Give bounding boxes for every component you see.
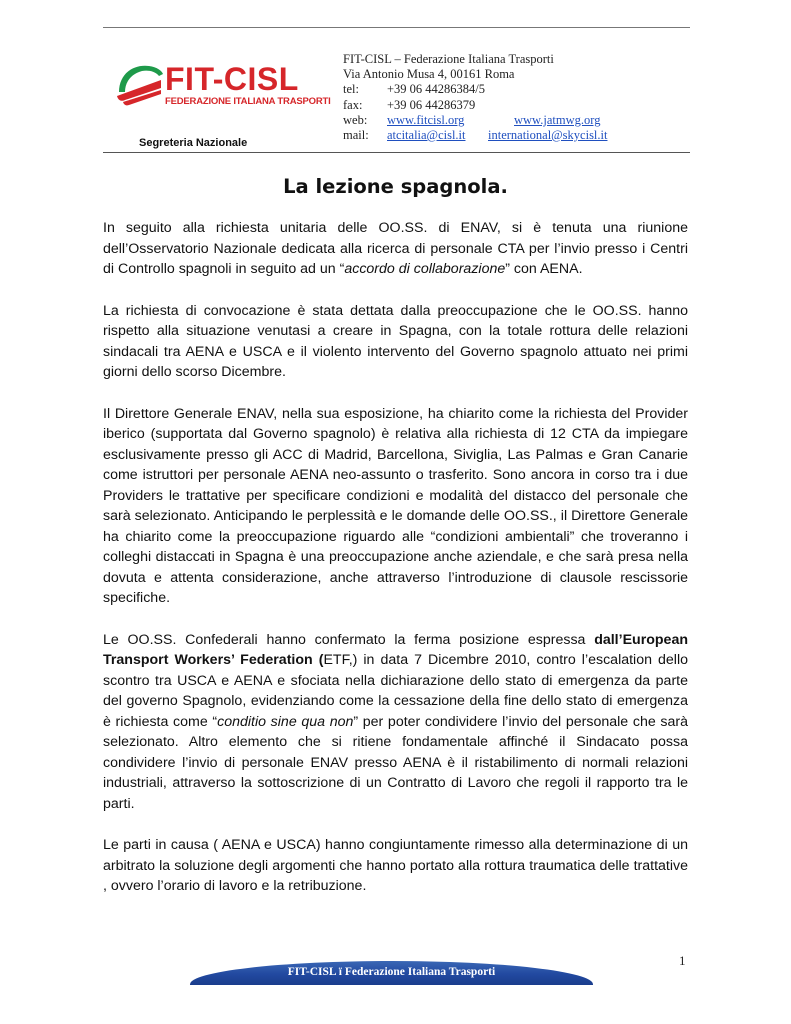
- header-top-rule: [103, 27, 690, 28]
- p1-text-b: ” con AENA.: [505, 261, 583, 277]
- contact-fax-row: [343, 98, 693, 113]
- contact-mail-row: [343, 128, 693, 143]
- paragraph-1: [103, 218, 688, 280]
- paragraph-3: Il Direttore Generale ENAV, nella sua esposizione, ha chiarito come la richiesta del Provider iberico (supportata dal Governo spagnolo) è relativa alla richiesta di 12 CTA da impiegare esclusivamente presso gli ACC di Madrid, Barcellona, Siviglia, Las Palmas e Gran Canarie come istruttori per personale AENA neo-assunto o trasferito. Sono ancora in corso tra i due Providers le trattative per specificare condizioni e modalità del distacco del personale che sarà selezionato. Anticipando le perplessità e le domande delle OO.SS., il Direttore Generale ha chiarito come la preoccupazione riguardo alle “condizioni ambientali” che troveranno i colleghi distaccati in Spagna è una preoccupazione anche aziendale, e che sarà presa nella dovuta e attenta considerazione, anche attraverso l’introduzione di clausole rescissorie specifiche.: [103, 405, 688, 606]
- contact-web-row: [343, 113, 693, 128]
- tel-label: tel:: [343, 82, 359, 97]
- contact-address: Via Antonio Musa 4, 00161 Roma: [343, 67, 515, 82]
- footer-text: FIT-CISL ï Federazione Italiana Trasporti: [287, 966, 496, 978]
- tel-value: +39 06 44286384/5: [387, 82, 486, 97]
- fax-label: fax:: [343, 97, 363, 112]
- contact-org: FIT-CISL – Federazione Italiana Trasporti: [343, 52, 554, 66]
- p4-emphasis: conditio sine qua non: [217, 713, 354, 730]
- p1-text-a: In seguito alla richiesta unitaria delle OO.SS. di ENAV, si è tenuta una riunione dell’Osservatorio Nazionale dedicata alla ricerca di personale CTA per l’invio presso i Centri di Controllo spagnoli in seguito ad un “: [103, 220, 688, 277]
- page-number: 1: [679, 953, 686, 968]
- logo-emblem-icon: [115, 62, 165, 110]
- document-body: [103, 218, 688, 918]
- paragraph-5: Le parti in causa ( AENA e USCA) hanno congiuntamente rimesso alla determinazione di un arbitrato la soluzione degli argomenti che hanno portato alla rottura traumatica delle trattative , ovvero l’orario di lavoro e la retribuzione.: [103, 837, 688, 894]
- paragraph-4: [103, 630, 688, 815]
- p4-text-b: ETF,) in data 7 Dicembre 2010, contro l’escalation dello scontro tra USCA e AENA e sfociata nella dichiarazione dello stato di emergenza da parte del governo Spagnolo, evidenziando come la cessazione della fine dello stato di emergenza è richiesta come “: [103, 652, 688, 730]
- fitcisl-link[interactable]: www.fitcisl.org: [387, 112, 465, 127]
- fit-cisl-logo: [115, 61, 331, 112]
- paragraph-2: La richiesta di convocazione è stata dettata dalla preoccupazione che le OO.SS. hanno rispetto alla situazione venutasi a creare in Spagna, con la totale rottura delle relazioni sindacali tra AENA e USCA e il violento intervento del Governo spagnolo attuato nei primi giorni dello scorso Dicembre.: [103, 302, 688, 380]
- contact-block: [343, 52, 693, 143]
- fax-value: +39 06 44286379: [387, 97, 476, 112]
- web-label: web:: [343, 112, 368, 127]
- mail-label: mail:: [343, 127, 369, 142]
- logo-subtitle: FEDERAZIONE ITALIANA TRASPORTI: [165, 96, 331, 107]
- p1-emphasis: accordo di collaborazione: [344, 261, 506, 277]
- p4-bold: dall’European Transport Workers’ Federation (: [103, 631, 688, 668]
- international-mail-link[interactable]: international@skycisl.it: [488, 127, 608, 142]
- jatmwg-link[interactable]: www.jatmwg.org: [514, 112, 601, 127]
- document-title: La lezione spagnola.: [283, 175, 508, 198]
- p4-text-a: Le OO.SS. Confederali hanno confermato la ferma posizione espressa: [103, 631, 595, 648]
- contact-tel-row: [343, 82, 693, 97]
- header-bottom-rule: [103, 152, 690, 153]
- p4-text-c: ” per poter condividere l’invio del personale che sarà selezionato. Altro elemento che si ritiene fondamentale affinché il Sindacato possa condividere l’invio di personale ENAV presso AENA è il ristabilimento di normali relazioni industriali, attraverso la sottoscrizione di un Contratto di Lavoro che regoli il rapporto tra le parti.: [103, 713, 688, 812]
- atcitalia-mail-link[interactable]: atcitalia@cisl.it: [387, 127, 466, 142]
- segreteria-label: Segreteria Nazionale: [139, 137, 248, 149]
- logo-name: FIT-CISL: [165, 61, 299, 97]
